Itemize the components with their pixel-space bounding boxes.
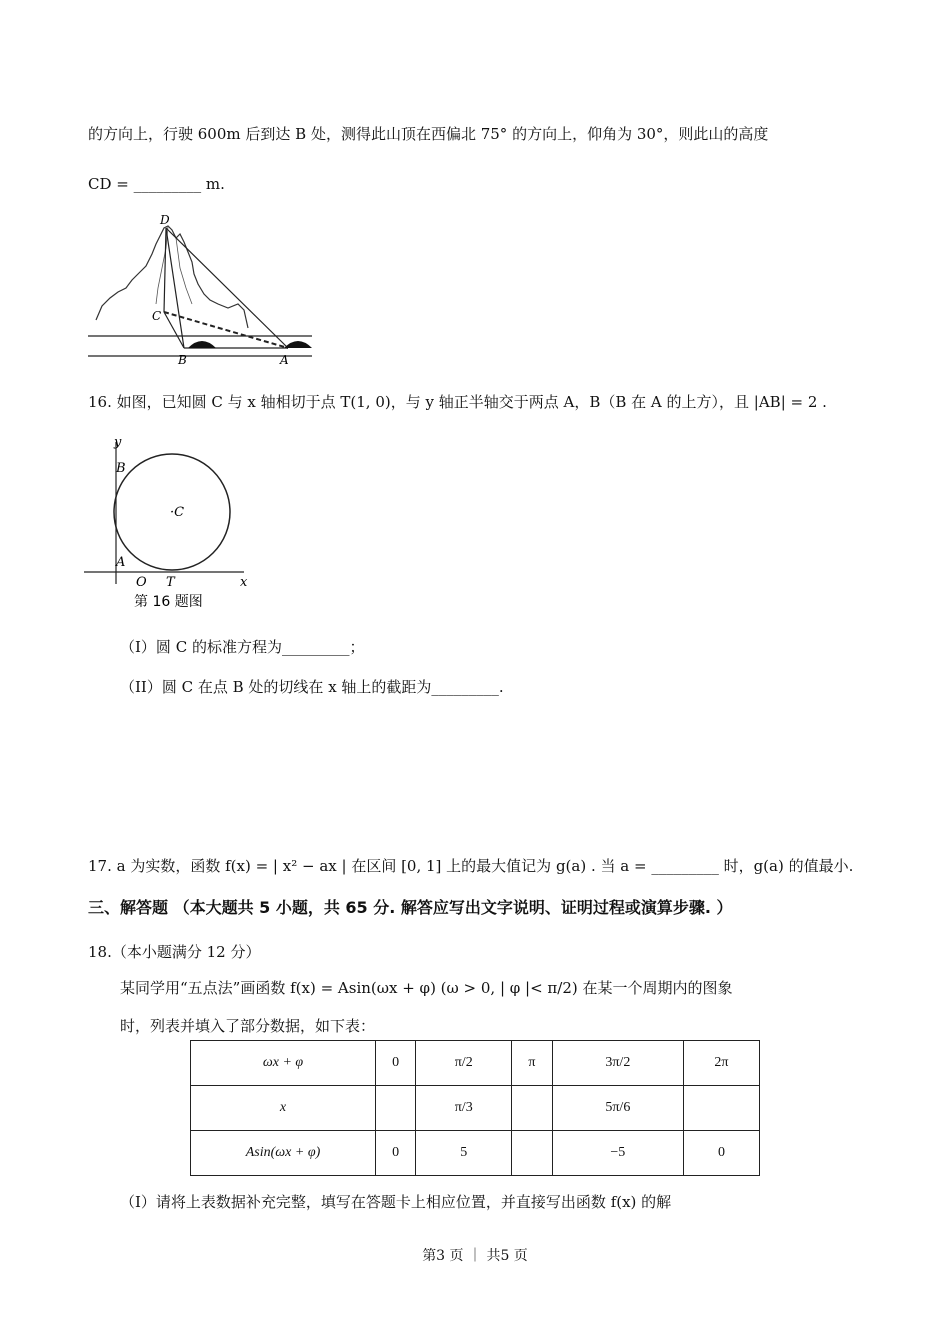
table-cell: 3π/2 <box>552 1041 683 1086</box>
axis-label-x: x <box>240 575 248 590</box>
table-cell <box>376 1086 416 1131</box>
table-cell <box>683 1086 759 1131</box>
q16-part1: （I）圆 C 的标准方程为_________； <box>120 638 365 656</box>
table-cell: π/2 <box>416 1041 512 1086</box>
table-cell: Asin(ωx + φ) <box>191 1131 376 1176</box>
car-icon <box>284 341 312 348</box>
table-cell: 0 <box>683 1131 759 1176</box>
q18-line1: 某同学用“五点法”画函数 f(x) = Asin(ωx + φ) (ω > 0, | φ |< π/2) 在某一个周期内的图象 <box>120 979 733 997</box>
table-cell: π <box>512 1041 553 1086</box>
q18-part1: （Ⅰ）请将上表数据补充完整，填写在答题卡上相应位置，并直接写出函数 f(x) 的解 <box>120 1193 672 1211</box>
table-row <box>191 1131 760 1176</box>
point-label-D: D <box>160 213 170 227</box>
origin-label-O: O <box>136 575 147 590</box>
q17-stem: 17. a 为实数，函数 f(x) = | x² − ax | 在区间 [0, 1] 上的最大值记为 g(a) . 当 a = _________ 时，g(a) 的值最小. <box>88 857 854 875</box>
point-label-T: T <box>166 575 175 590</box>
table-cell: 0 <box>376 1041 416 1086</box>
table-row <box>191 1041 760 1086</box>
table-cell: π/3 <box>416 1086 512 1131</box>
mountain-outline-icon <box>96 226 248 328</box>
point-label-B: B <box>178 353 187 367</box>
q15-mountain-figure <box>88 208 318 368</box>
point-label-A: A <box>116 555 126 570</box>
figure-caption: 第 16 题图 <box>134 594 203 610</box>
table-row <box>191 1086 760 1131</box>
table-cell: x <box>191 1086 376 1131</box>
page-footer: 第3 页 ｜ 共5 页 <box>422 1248 528 1264</box>
section-heading: 三、解答题 （本大题共 5 小题，共 65 分. 解答应写出文字说明、证明过程或演算步骤. ） <box>88 898 733 917</box>
table-cell: 5 <box>416 1131 512 1176</box>
q16-stem: 16. 如图，已知圆 C 与 x 轴相切于点 T(1, 0)，与 y 轴正半轴交于两点 A，B（B 在 A 的上方），且 |AB| = 2 . <box>88 393 827 411</box>
five-point-table <box>190 1040 760 1176</box>
q15-answer-line: CD = _________ m. <box>88 175 225 193</box>
point-label-C: C <box>152 309 162 323</box>
table-cell: 0 <box>376 1131 416 1176</box>
axis-label-y: y <box>114 435 122 450</box>
q15-line1: 的方向上，行驶 600m 后到达 B 处，测得此山顶在西偏北 75° 的方向上，仰角为 30°，则此山的高度 <box>88 125 769 143</box>
point-label-A: A <box>280 353 289 367</box>
table-cell: 5π/6 <box>552 1086 683 1131</box>
table-cell <box>512 1086 553 1131</box>
q16-part2: （II）圆 C 在点 B 处的切线在 x 轴上的截距为_________. <box>120 678 504 696</box>
table-cell <box>512 1131 553 1176</box>
q18-header: 18.（本小题满分 12 分） <box>88 943 261 961</box>
car-icon <box>188 341 216 348</box>
table-cell: 2π <box>683 1041 759 1086</box>
table-cell: −5 <box>552 1131 683 1176</box>
point-label-B: B <box>116 461 126 476</box>
table-cell: ωx + φ <box>191 1041 376 1086</box>
q16-circle-figure <box>84 434 264 614</box>
center-label-C: ·C <box>170 505 185 520</box>
q18-line2: 时，列表并填入了部分数据，如下表： <box>120 1017 376 1035</box>
